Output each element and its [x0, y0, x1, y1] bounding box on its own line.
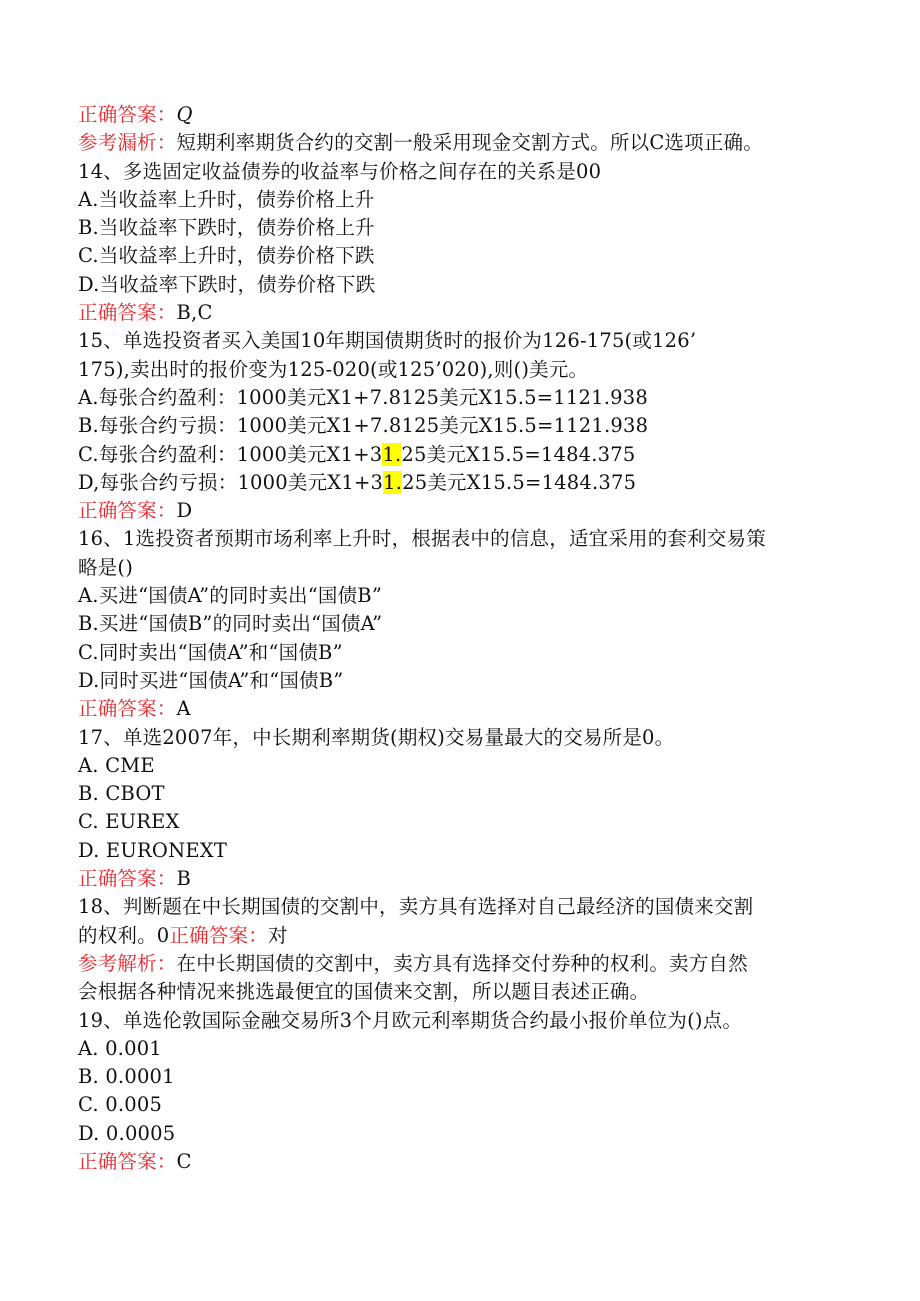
q15-option-a: A.每张合约盈利：1000美元X1+7.8125美元X15.5=1121.938 [78, 385, 648, 409]
option-text: 25美元X15.5=1484.375 [401, 442, 636, 466]
q18-analysis-line2: 会根据各种情况来挑选最便宜的国债来交割，所以题目表述正确。 [78, 980, 650, 1004]
highlighted-text: 1. [382, 442, 402, 466]
answer-value: C [176, 1149, 192, 1173]
q19-option-a: A. 0.001 [78, 1036, 162, 1060]
option-text: C.每张合约盈利：1000美元X1+3 [78, 442, 383, 466]
analysis-text: 在中长期国债的交割中，卖方具有选择交付券种的权利。卖方自然 [176, 951, 748, 975]
analysis-label: 参考解析： [78, 951, 177, 975]
q16-option-a: A.买进“国债A”的同时卖出“国债B” [78, 584, 383, 608]
q16-option-c: C.同时卖出“国债A”和“国债B” [78, 640, 343, 664]
answer-value: B [176, 867, 192, 891]
answer-label: 正确答案： [78, 499, 177, 523]
answer-value: 对 [267, 923, 288, 947]
stem-text: 的权利。0 [78, 923, 170, 947]
q17-option-d: D. EURONEXT [78, 838, 228, 862]
q15-stem-line2: 175),卖出时的报价变为125-020(或125’020),则()美元。 [78, 357, 589, 381]
q15-option-d [78, 469, 858, 497]
answer-label: 正确答案： [78, 1149, 177, 1173]
q17-option-a: A. CME [78, 753, 155, 777]
highlighted-text: 1. [383, 470, 403, 494]
option-text: D,每张合约亏损：1000美元X1+3 [78, 470, 384, 494]
q19-answer [78, 1148, 858, 1176]
option-text: 25美元X15.5=1484.375 [402, 470, 637, 494]
q18-stem-line2 [78, 922, 858, 950]
answer-value: A [176, 697, 191, 721]
q16-answer [78, 695, 858, 723]
q17-stem: 17、单选2007年，中长期利率期货(期权)交易量最大的交易所是0。 [78, 725, 675, 749]
q15-option-c [78, 441, 858, 469]
q16-option-b: B.买进“国债B”的同时卖出“国债A” [78, 612, 383, 636]
q14-option-d: D.当收益率下跌时，债券价格下跌 [78, 272, 376, 296]
q19-stem: 19、单选伦敦国际金融交易所3个月欧元利率期货合约最小报价单位为()点。 [78, 1008, 743, 1032]
q14-answer [78, 299, 858, 327]
q15-answer [78, 497, 858, 525]
q18-stem-line1: 18、判断题在中长期国债的交割中，卖方具有选择对自己最经济的国债来交割 [78, 895, 754, 919]
answer-label: 正确答案： [78, 301, 177, 325]
answer-label: 正确答案： [78, 867, 177, 891]
q19-option-d: D. 0.0005 [78, 1121, 176, 1145]
q14-stem: 14、多选固定收益债券的收益率与价格之间存在的关系是00 [78, 159, 602, 183]
document-content [78, 101, 858, 1176]
q16-stem-line2: 略是() [78, 555, 134, 579]
q17-option-c: C. EUREX [78, 810, 180, 834]
q15-option-b: B.每张合约亏损：1000美元X1+7.8125美元X15.5=1121.938 [78, 414, 649, 438]
q16-stem-line1: 16、1选投资者预期市场利率上升时，根据表中的信息，适宜采用的套利交易策 [78, 527, 766, 551]
q15-stem-line1: 15、单选投资者买入美国10年期国债期货时的报价为126-175(或126’ [78, 329, 697, 353]
q16-option-d: D.同时买进“国债A”和“国债B” [78, 668, 344, 692]
answer-value: Q [176, 103, 193, 126]
answer-label: 正确答案： [169, 923, 268, 947]
q14-option-b: B.当收益率下跌时，债券价格上升 [78, 216, 375, 240]
answer-value: B,C [176, 301, 213, 325]
q17-answer [78, 865, 858, 893]
q13-answer [78, 101, 858, 129]
q19-option-b: B. 0.0001 [78, 1065, 175, 1089]
analysis-text: 短期利率期货合约的交割一般采用现金交割方式。所以C选项正确。 [176, 131, 763, 155]
answer-label: 正确答案： [78, 103, 177, 126]
answer-label: 正确答案： [78, 697, 177, 721]
q19-option-c: C. 0.005 [78, 1093, 163, 1117]
q13-analysis [78, 129, 858, 157]
answer-value: D [176, 499, 193, 523]
q14-option-c: C.当收益率上升时，债券价格下跌 [78, 244, 375, 268]
q14-option-a: A.当收益率上升时，债券价格上升 [78, 187, 375, 211]
q18-analysis-line1 [78, 950, 858, 978]
analysis-label: 参考漏析： [78, 131, 177, 155]
q17-option-b: B. CBOT [78, 782, 165, 806]
